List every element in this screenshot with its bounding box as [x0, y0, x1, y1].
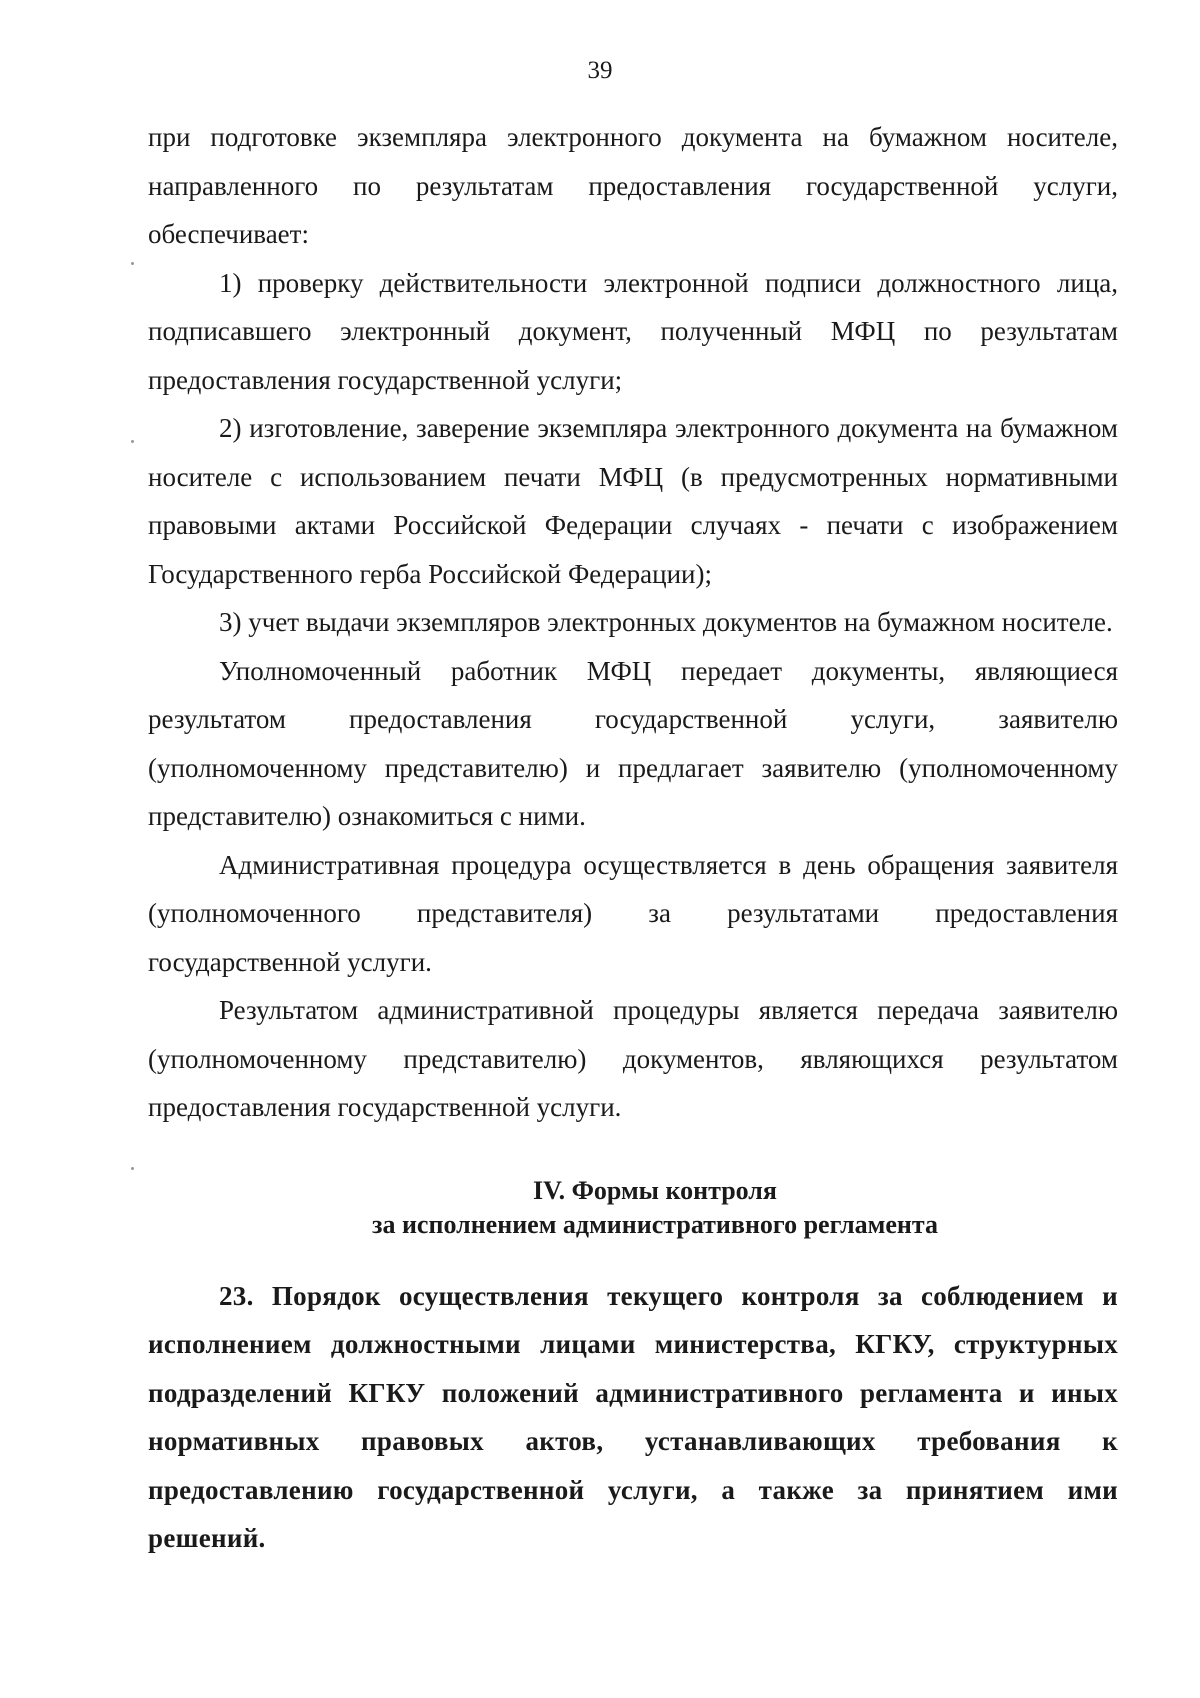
paragraph-item-3: 3) учет выдачи экземпляров электронных документов на бумажном носителе. [219, 607, 1113, 637]
scan-speck [131, 262, 134, 265]
section-heading-title: IV. Формы контроля [533, 1175, 777, 1205]
scan-speck [131, 440, 134, 443]
paragraph-item-2: 2) изготовление, заверение экземпляра электронного документа на бумажном носителе с использованием печати МФЦ (в предусмотренных нормативными правовыми актами Российской Федерации случаях - печати с изображением Государственного герба Российской Федерации); [148, 413, 1118, 589]
paragraph-procedure-day: Административная процедура осуществляется в день обращения заявителя (уполномоченного представителя) за результатами предоставления государственной услуги. [148, 849, 1118, 977]
paragraph-item-1: 1) проверку действительности электронной подписи должностного лица, подписавшего электронный документ, полученный МФЦ по результатам предоставления государственной услуги; [148, 267, 1118, 395]
scan-speck [131, 1167, 134, 1170]
paragraph-intro: при подготовке экземпляра электронного документа на бумажном носителе, направленного по результатам предоставления государственной услуги, обеспечивает: [148, 122, 1118, 249]
subsection-23-heading: 23. Порядок осуществления текущего контроля за соблюдением и исполнением должностными лицами министерства, КГКУ, структурных подразделений КГКУ положений административного регламента и иных нормативных правовых актов, устанавливающих требования к предоставлению государственной услуги, а также за принятием ими решений. [148, 1280, 1118, 1553]
section-heading [148, 1174, 1118, 1242]
document-body [148, 113, 1118, 1590]
paragraph-transfer: Уполномоченный работник МФЦ передает документы, являющиеся результатом предоставления государственной услуги, заявителю (уполномоченному представителю) и предлагает заявителю (уполномоченному представителю) ознакомиться с ними. [148, 655, 1118, 831]
page-number: 39 [587, 57, 613, 84]
paragraph-result: Результатом административной процедуры является передача заявителю (уполномоченному представителю) документов, являющихся результатом предоставления государственной услуги. [148, 995, 1118, 1122]
section-heading-subtitle: за исполнением административного регламента [372, 1209, 938, 1239]
